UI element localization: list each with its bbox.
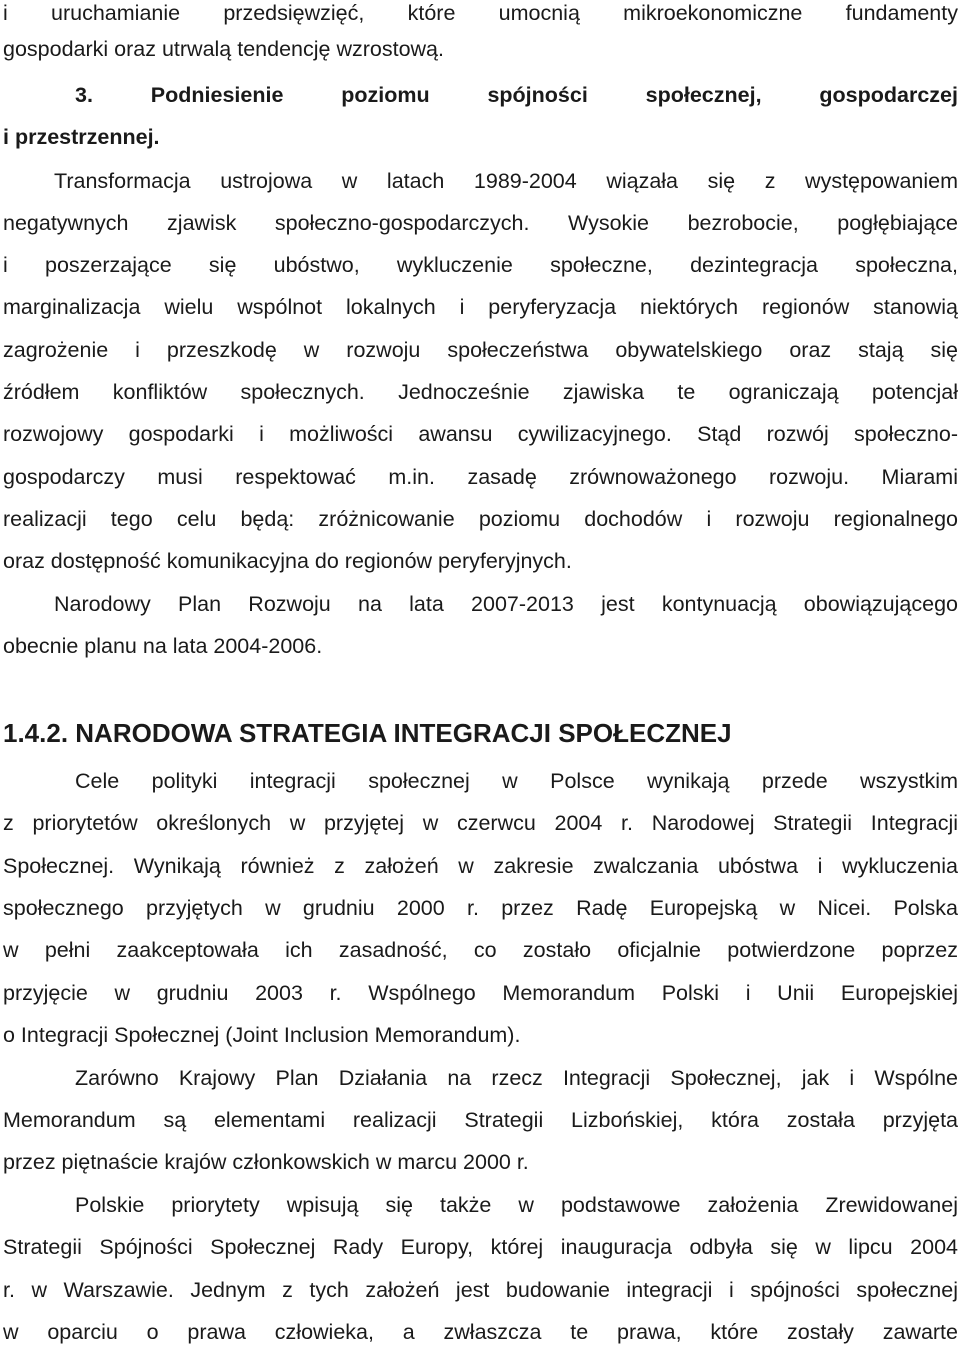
point-3-heading-cont: i przestrzennej. xyxy=(3,125,160,149)
paragraph-line: Polskie priorytety wpisują się także w podstawowe założenia Zrewidowanej xyxy=(75,1193,958,1217)
paragraph-line: i poszerzające się ubóstwo, wykluczenie społeczne, dezintegracja społeczna, xyxy=(3,253,958,277)
paragraph-line: gospodarczy musi respektować m.in. zasadę zrównoważonego rozwoju. Miarami xyxy=(3,465,958,489)
paragraph-line: w pełni zaakceptowała ich zasadność, co zostało oficjalnie potwierdzone poprzez xyxy=(3,938,958,962)
paragraph-line: przez piętnaście krajów członkowskich w marcu 2000 r. xyxy=(3,1150,529,1174)
paragraph-line: Cele polityki integracji społecznej w Polsce wynikają przede wszystkim xyxy=(75,769,958,793)
paragraph-line: gospodarki oraz utrwalą tendencję wzrostową. xyxy=(3,37,444,61)
paragraph-line: r. w Warszawie. Jednym z tych założeń jest budowanie integracji i spójności społecznej xyxy=(3,1278,958,1302)
paragraph-line: z priorytetów określonych w przyjętej w czerwcu 2004 r. Narodowej Strategii Integracji xyxy=(3,811,958,835)
paragraph-line: Transformacja ustrojowa w latach 1989-2004 wiązała się z występowaniem xyxy=(54,169,958,193)
paragraph-line: Strategii Spójności Społecznej Rady Europy, której inauguracja odbyła się w lipcu 2004 xyxy=(3,1235,958,1259)
paragraph-line: i uruchamianie przedsięwzięć, które umocnią mikroekonomiczne fundamenty xyxy=(3,1,958,25)
point-3-heading: 3. Podniesienie poziomu spójności społecznej, gospodarczej xyxy=(75,83,958,107)
paragraph-line: negatywnych zjawisk społeczno-gospodarczych. Wysokie bezrobocie, pogłębiające xyxy=(3,211,958,235)
paragraph-line: o Integracji Społecznej (Joint Inclusion Memorandum). xyxy=(3,1023,521,1047)
paragraph-line: społecznego przyjętych w grudniu 2000 r. przez Radę Europejską w Nicei. Polska xyxy=(3,896,958,920)
paragraph-line: Narodowy Plan Rozwoju na lata 2007-2013 jest kontynuacją obowiązującego xyxy=(54,592,958,616)
paragraph-line: oraz dostępność komunikacyjna do regionów peryferyjnych. xyxy=(3,549,572,573)
paragraph-line: Memorandum są elementami realizacji Strategii Lizbońskiej, która została przyjęta xyxy=(3,1108,958,1132)
paragraph-line: realizacji tego celu będą: zróżnicowanie poziomu dochodów i rozwoju regionalnego xyxy=(3,507,958,531)
paragraph-line: marginalizacja wielu wspólnot lokalnych i peryferyzacja niektórych regionów stanowią xyxy=(3,295,958,319)
paragraph-line: źródłem konfliktów społecznych. Jednocześnie zjawiska te ograniczają potencjał xyxy=(3,380,958,404)
section-heading: 1.4.2. NARODOWA STRATEGIA INTEGRACJI SPOŁECZNEJ xyxy=(3,718,732,748)
paragraph-line: zagrożenie i przeszkodę w rozwoju społeczeństwa obywatelskiego oraz stają się xyxy=(3,338,958,362)
paragraph-line: Zarówno Krajowy Plan Działania na rzecz Integracji Społecznej, jak i Wspólne xyxy=(75,1066,958,1090)
paragraph-line: Społecznej. Wynikają również z założeń w zakresie zwalczania ubóstwa i wykluczenia xyxy=(3,854,958,878)
paragraph-line: w oparciu o prawa człowieka, a zwłaszcza te prawa, które zostały zawarte xyxy=(3,1320,958,1344)
paragraph-line: obecnie planu na lata 2004-2006. xyxy=(3,634,323,658)
paragraph-line: przyjęcie w grudniu 2003 r. Wspólnego Memorandum Polski i Unii Europejskiej xyxy=(3,981,958,1005)
paragraph-line: rozwojowy gospodarki i możliwości awansu cywilizacyjnego. Stąd rozwój społeczno- xyxy=(3,422,958,446)
